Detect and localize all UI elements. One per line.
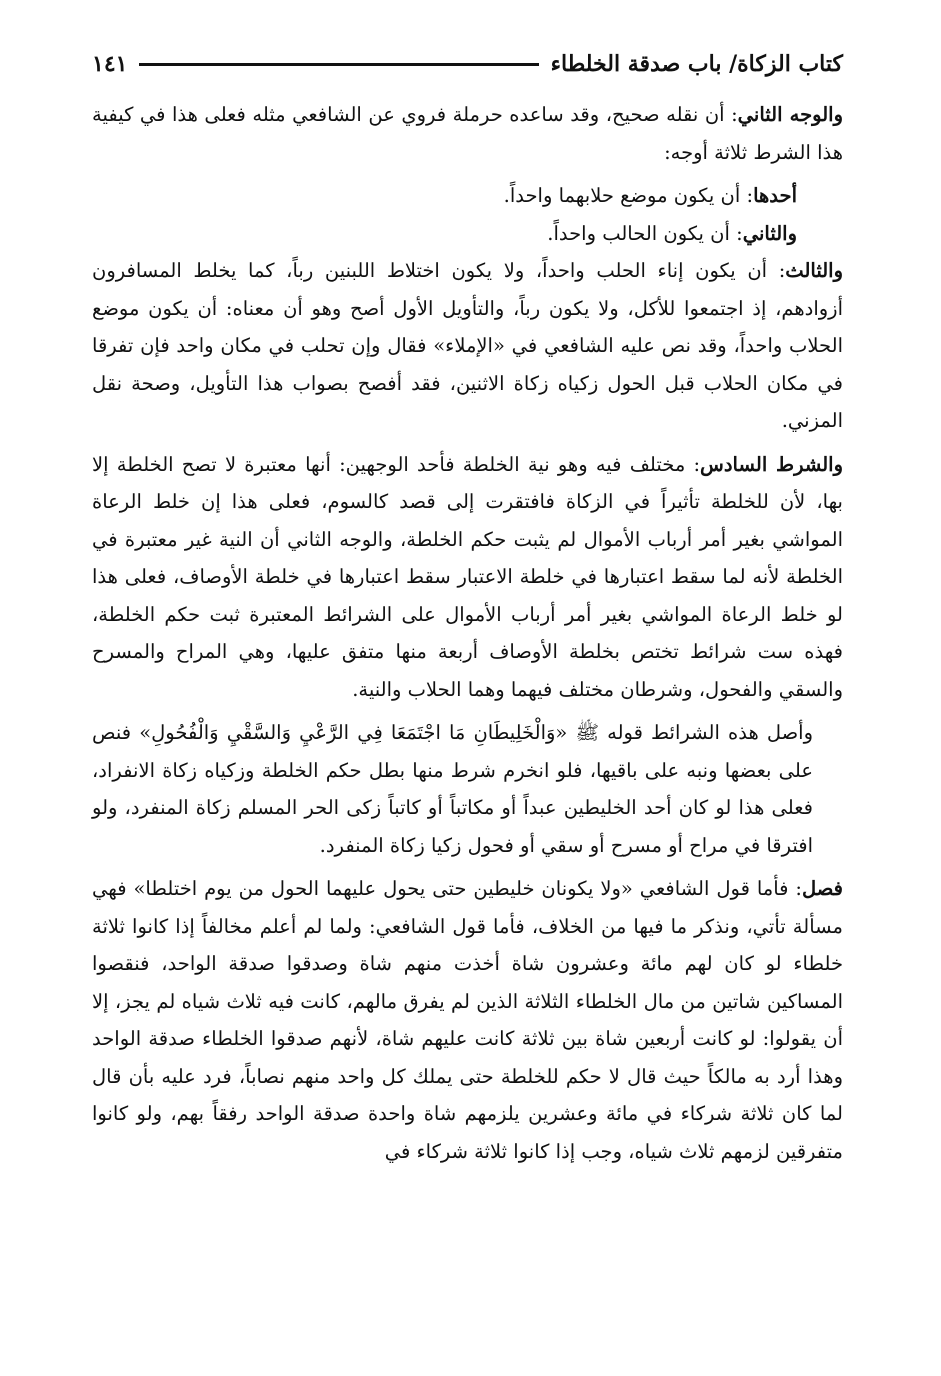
paragraph-text: : أن يكون موضع حلابهما واحداً. (503, 184, 754, 207)
page-number: ١٤١ (92, 51, 128, 77)
paragraph-text: : أن يكون إناء الحلب واحداً، ولا يكون اختلاط اللبنين رباً، كما يخلط المسافرون أزوادهم، إذ اجتمعوا للأكل، ولا يكون رباً، والتأويل الأول أصح وهو أن معناه: أن يكون موضع الحلاب واحداً، وقد نص عليه الشافعي في «الإملاء» فقال وإن تحلب في مكان واحد فإن تفرقا في مكان الحلاب قبل الحول زكياه زكاة الاثنين، فقد أفصح بصواب هذا التأويل، وصحة نقل المزني. (92, 259, 843, 432)
paragraph-lead: والشرط السادس (700, 452, 843, 476)
paragraph-text: وأصل هذه الشرائط قوله ﷺ «وَالْخَلِيطَانِ مَا اجْتَمَعَا فِي الرَّعْيِ وَالسَّقْيِ وَالْفُحُولِ» فنص على بعضها ونبه على باقيها، فلو انخرم شرط منها بطل حكم الخلطة وزكياه زكاة الانفراد، فعلى هذا لو كان أحد الخليطين عبداً أو مكاتباً أو كاتباً زكى الحر المسلم زكاة المنفرد، ولو افترقا في مراح أو مسرح أو سقي أو فحول زكيا زكاة المنفرد. (92, 721, 813, 857)
paragraph-text: : أن نقله صحيح، وقد ساعده حرملة فروي عن الشافعي مثله فعلى هذا في كيفية هذا الشرط ثلاثة أوجه: (92, 103, 843, 164)
list-item (92, 215, 843, 253)
paragraph-lead: والثاني (742, 221, 797, 245)
paragraph-text: : مختلف فيه وهو نية الخلطة فأحد الوجهين: أنها معتبرة لا تصح الخلطة إلا بها، لأن للخلطة تأثيراً في الزكاة فافتقرت إلى قصد كالسوم، فعلى هذا إن خلط الرعاة المواشي بغير أمر أرباب الأموال لم يثبت حكم الخلطة، والوجه الثاني أن النية غير معتبرة في الخلطة لأنه لما سقط اعتبارها في خلطة الاعتبار سقط اعتبارها في خلطة الأوصاف، فعلى هذا لو خلط الرعاة المواشي بغير أمر أرباب الأموال على الشرائط المعتبرة ثبت حكم الخلطة، فهذه ست شرائط تختص بخلطة الأوصاف أربعة منها متفق عليها، وهي المراح والمسرح والسقي والفحول، وشرطان مختلف فيهما وهما الحلاب والنية. (92, 452, 843, 701)
paragraph-lead: والوجه الثاني (737, 103, 844, 126)
paragraph-lead: والثالث (785, 259, 843, 282)
paragraph (92, 96, 843, 171)
chapter-title: كتاب الزكاة/ باب صدقة الخلطاء (550, 51, 843, 77)
paragraph (92, 870, 843, 1170)
paragraph-text: : أن يكون الحالب واحداً. (547, 221, 743, 245)
paragraph (92, 252, 843, 440)
paragraph (92, 714, 843, 864)
list-item (92, 177, 843, 215)
paragraph-text: : فأما قول الشافعي «ولا يكونان خليطين حتى يحول عليهما الحول من يوم اختلطا» فهي مسألة تأتي، ونذكر ما فيها من الخلاف، فأما قول الشافعي: ولما لم أعلم مخالفاً إذا كانوا ثلاثة خلطاء لو كان لهم مائة وعشرون شاة أخذت منهم شاة وصدقوا صدقة الواحد، فنقصوا المساكين شاتين من مال الخلطاء الثلاثة الذين لم يفرق مالهم، كانت فيه ثلاث شياه لم يجز، إلا أن يقولوا: لو كانت أربعين شاة بين ثلاثة كانت عليهم شاة، لأنهم صدقوا الخلطاء صدقة الواحد وهذا أرد به مالكاً حيث قال لا حكم للخلطة حتى يملك كل واحد منهم نصاباً، فرد عليه بأن قال لما كان ثلاثة شركاء في مائة وعشرين يلزمهم شاة واحدة صدقة الواحد رفقاً بهم، ولو كانوا متفرقين لزمهم ثلاث شياه، وجب إذا كانوا ثلاثة شركاء في (92, 877, 843, 1163)
paragraph-lead: أحدها (753, 184, 797, 207)
running-header (92, 44, 843, 84)
section-lead: فصل (802, 877, 843, 900)
header-rule (139, 63, 538, 66)
page-body (92, 96, 843, 1176)
paragraph (92, 446, 843, 709)
